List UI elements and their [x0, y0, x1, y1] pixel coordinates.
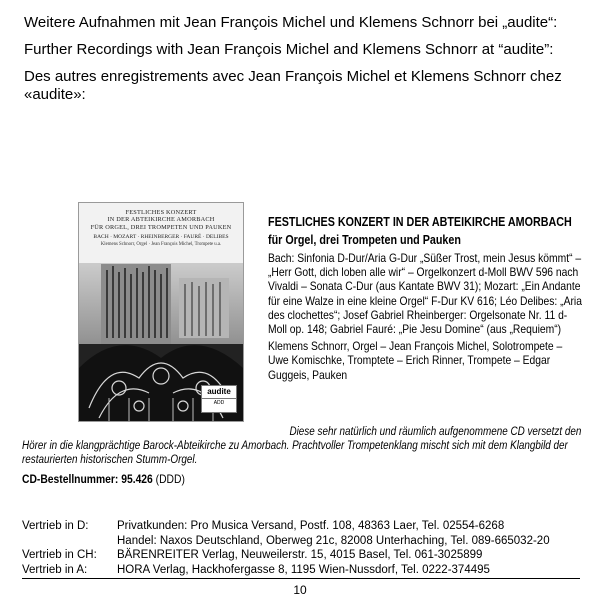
- distribution-row: [22, 563, 550, 578]
- cover-title-line: FÜR ORGEL, DREI TROMPETEN UND PAUKEN: [90, 223, 232, 231]
- distribution-row: [22, 519, 550, 534]
- recording-description: [22, 425, 586, 467]
- order-label: CD-Bestellnummer:: [22, 472, 119, 486]
- order-format: (DDD): [155, 472, 185, 486]
- order-number: [22, 472, 185, 486]
- cover-title-line: FESTLICHES KONZERT: [125, 209, 197, 216]
- distribution-text: HORA Verlag, Hackhofergasse 8, 1195 Wien-Nussdorf, Tel. 0222-374495: [117, 563, 490, 576]
- distribution-label: [22, 534, 117, 549]
- logo-text: audite: [207, 387, 231, 396]
- logo-code: ADD: [202, 398, 236, 407]
- intro-section: [24, 14, 584, 113]
- footer-divider: [22, 578, 580, 579]
- intro-french: Des autres enregistrements avec Jean François Michel et Klemens Schnorr chez «audite»:: [24, 68, 562, 103]
- cover-title: [85, 209, 237, 231]
- distribution-text: Privatkunden: Pro Musica Versand, Postf. 108, 48363 Laer, Tel. 02554-6268: [117, 520, 505, 532]
- distribution-label: Vertrieb in A:: [22, 563, 88, 576]
- featured-recording: [268, 215, 583, 382]
- distribution-label: Vertrieb in CH:: [22, 549, 97, 561]
- cover-composers: BACH · MOZART · RHEINBERGER · FAURÉ · DELIBES: [93, 234, 229, 240]
- page-number: 10: [293, 583, 307, 597]
- audite-logo: [201, 385, 237, 413]
- cover-artists: Klemens Schnorr, Orgel · Jean François Michel, Trompete u.a.: [100, 242, 222, 247]
- description-text: Diese sehr natürlich und räumlich aufgenommene CD versetzt den Hörer in die klangprächtige Barock-Abteikirche zu Amorbach. Prachtvoller Trompetenklang mischt sich mit dem Klangbild der restaurierten historischen Stumm-Orgel.: [22, 426, 582, 466]
- distribution-list: [22, 519, 550, 577]
- recording-subtitle: für Orgel, drei Trompeten und Pauken: [268, 233, 461, 247]
- distribution-text: BÄRENREITER Verlag, Neuweilerstr. 15, 4015 Basel, Tel. 061-3025899: [117, 549, 483, 561]
- distribution-label: Vertrieb in D:: [22, 520, 89, 532]
- recording-title: FESTLICHES KONZERT IN DER ABTEIKIRCHE AMORBACH: [268, 215, 572, 229]
- order-value: 95.426: [121, 472, 153, 486]
- cd-cover-image: [78, 202, 244, 422]
- recording-performers: Klemens Schnorr, Orgel – Jean François Michel, Solotrompete – Uwe Komischke, Tromptete – Erich Rinner, Trompete – Edgar Guggeis, Pauken: [268, 339, 563, 382]
- cover-title-line: IN DER ABTEIKIRCHE AMORBACH: [107, 216, 215, 224]
- recording-program: Bach: Sinfonia D-Dur/Aria G-Dur „Süßer Trost, mein Jesus kömmt“ – „Herr Gott, dich loben alle wir“ – Orgelkonzert d-Moll BWV 596 nach Vivaldi – Sonata C-Dur (aus Kantate BWV 31); Mozart: „Ein Andante für eine Walze in eine kleine Orgel“ F-Dur KV 616; Léo Delibes: „Aria des clochettes“; Josef Gabriel Rheinberger: Orgelsonate Nr. 11 d-Moll op. 148; Gabriel Fauré: „Pie Jesu Domine“ (aus „Requiem“): [268, 251, 582, 337]
- intro-german: Weitere Aufnahmen mit Jean François Michel und Klemens Schnorr bei „audite“:: [24, 14, 558, 31]
- intro-english: Further Recordings with Jean François Michel and Klemens Schnorr at “audite”:: [24, 41, 554, 58]
- distribution-row: [22, 548, 550, 563]
- distribution-text: Handel: Naxos Deutschland, Oberweg 21c, 82008 Unterhaching, Tel. 089-665032-20: [117, 534, 550, 547]
- distribution-row: [22, 534, 550, 549]
